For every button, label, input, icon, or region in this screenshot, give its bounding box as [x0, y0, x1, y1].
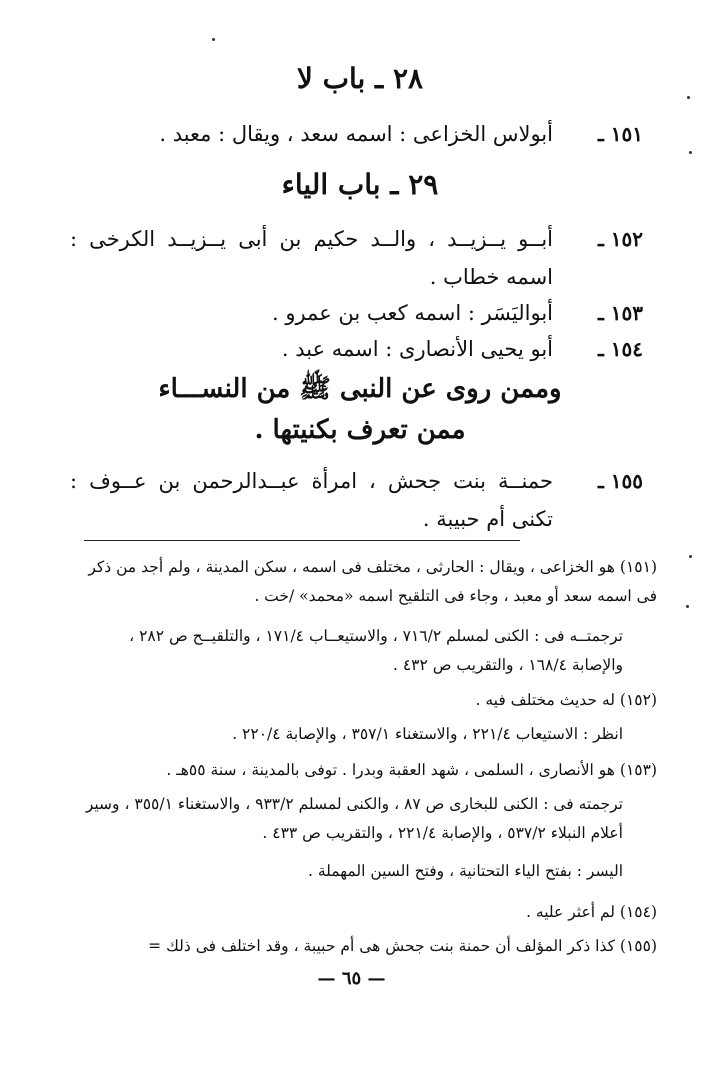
footnote-153: (١٥٣) هو الأنصارى ، السلمى ، شهد العقبة وبدرا . توفى بالمدينة ، سنة ٥٥هـ .	[166, 761, 657, 779]
women-heading-line1: وممن روى عن النبى ﷺ من النســـاء	[158, 374, 562, 404]
chapter-heading-29: ٢٩ ـ باب الياء	[281, 168, 439, 201]
scan-speck	[686, 605, 689, 608]
footnote-separator	[84, 540, 520, 541]
scan-speck	[212, 38, 215, 41]
footnote-151: (١٥١) هو الخزاعى ، ويقال : الحارثى ، مختلف فى اسمه ، سكن المدينة ، ولم أجد من ذكر فى اسمه سعد أو معبد ، وجاء فى التلقيح اسمه «محمد» /خت .	[88, 558, 657, 605]
entry-number: ١٥١ ـ	[597, 122, 643, 146]
entry-153	[70, 294, 643, 332]
entry-text: حمنــة بنت جحش ، امرأة عبــدالرحمن بن عــوف : تكنى أم حبيبة .	[70, 469, 553, 531]
entry-number: ١٥٢ ـ	[597, 227, 643, 251]
entry-text: أبــو يــزيــد ، والــد حكيم بن أبى يــزيــد الكرخى : اسمه خطاب .	[70, 227, 553, 289]
footnote-153-refs: ترجمته فى : الكنى للبخارى ص ٨٧ ، والكنى لمسلم ٩٣٣/٢ ، والاستغناء ٣٥٥/١ ، وسير أعلام النبلاء ٥٣٧/٢ ، والإصابة ٢٢١/٤ ، والتقريب ص ٤٣٣ .	[85, 795, 623, 842]
chapter-heading-28: ٢٨ ـ باب لا	[296, 62, 424, 95]
entry-155	[70, 462, 643, 538]
scan-speck	[687, 96, 690, 99]
scan-speck	[689, 151, 692, 154]
entry-154	[70, 330, 643, 368]
entry-151	[70, 115, 643, 153]
entry-text: أبواليَسَر : اسمه كعب بن عمرو .	[271, 301, 553, 325]
footnote-151-refs: ترجمتــه فى : الكنى لمسلم ٧١٦/٢ ، والاستيعــاب ١٧١/٤ ، والتلقيــح ص ٢٨٢ ، والإصابة ١٦٨/٤ ، والتقريب ص ٤٣٢ .	[129, 627, 623, 674]
entry-text: أبو يحيى الأنصارى : اسمه عبد .	[281, 337, 553, 361]
footnote-153-note: اليسر : بفتح الياء التحتانية ، وفتح السين المهملة .	[308, 862, 623, 880]
page-number: — ٦٥ —	[317, 968, 386, 989]
footnote-152: (١٥٢) له حديث مختلف فيه .	[475, 691, 657, 709]
entry-text: أبولاس الخزاعى : اسمه سعد ، ويقال : معبد .	[159, 122, 553, 146]
footnote-155: (١٥٥) كذا ذكر المؤلف أن حمنة بنت جحش هى أم حبيبة ، وقد اختلف فى ذلك =	[148, 937, 657, 955]
footnote-152-refs: انظر : الاستيعاب ٢٢١/٤ ، والاستغناء ٣٥٧/١ ، والإصابة ٢٢٠/٤ .	[232, 725, 623, 743]
entry-number: ١٥٣ ـ	[597, 301, 643, 325]
scan-speck	[689, 555, 692, 558]
women-heading-line2: ممن تعرف بكنيتها .	[254, 415, 466, 445]
entry-152	[70, 220, 643, 296]
entry-number: ١٥٥ ـ	[597, 469, 643, 493]
entry-number: ١٥٤ ـ	[597, 337, 643, 361]
footnote-154: (١٥٤) لم أعثر عليه .	[526, 903, 657, 921]
